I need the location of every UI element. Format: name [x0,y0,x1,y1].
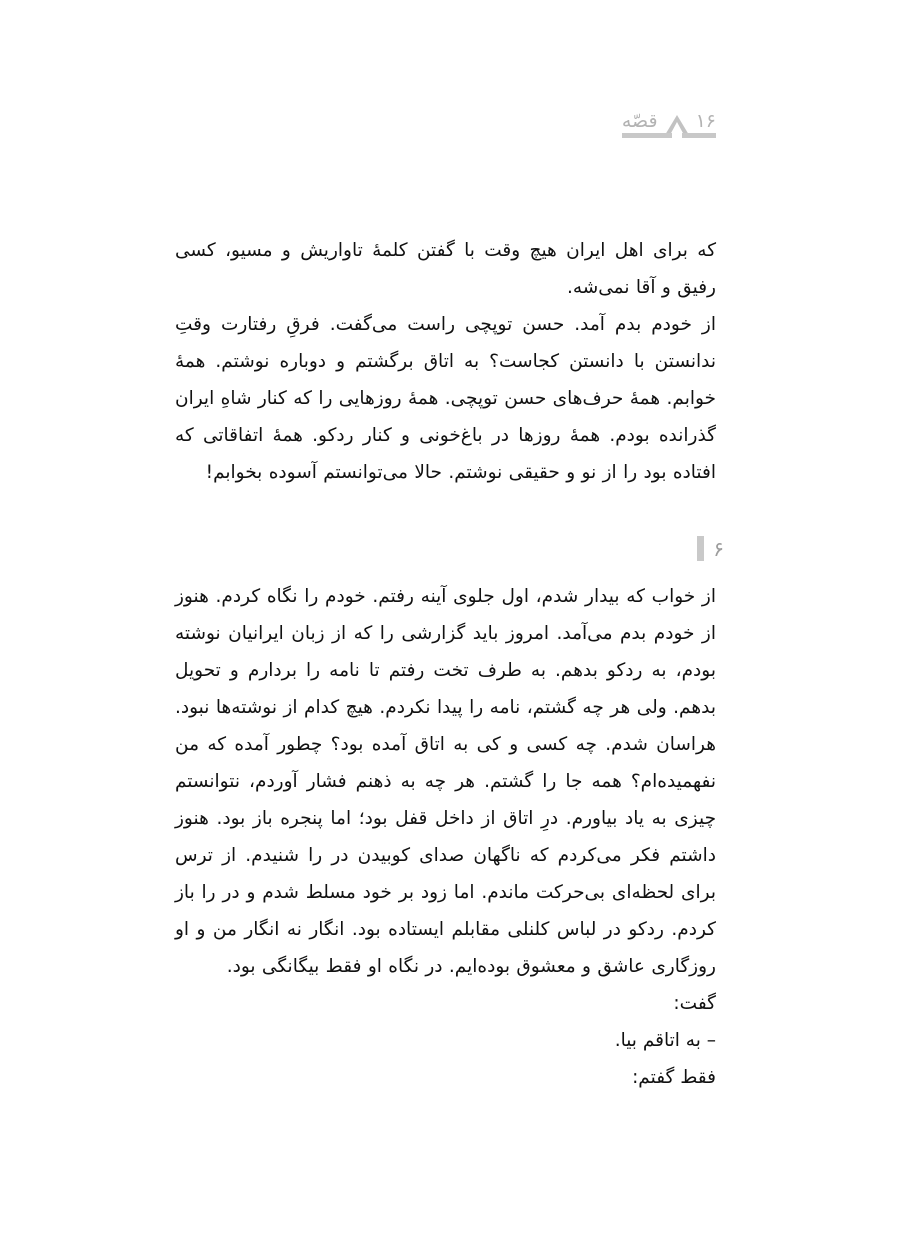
lower-text-block [175,578,716,1096]
section-number: ۶ [713,536,724,561]
dialogue-line-1: گفت: [673,993,716,1014]
caret-ornament-icon [664,113,690,135]
header-ornament-group [622,112,716,135]
section-marker [697,536,724,561]
running-header-title: قصّه [621,110,658,132]
dialogue-line-3: فقط گفتم: [632,1067,716,1088]
page-folio-number: ۱۶ [695,110,716,132]
header-rule-right [682,133,716,138]
section-body-paragraph: از خواب که بیدار شدم، اول جلوی آینه رفتم. خودم را نگاه کردم. هنوز از خودم بدم می‌آمد. امروز باید گزارشی را که از زبان ایرانیان نوشته بودم، به ردکو بدهم. به طرف تخت رفتم تا نامه را بردارم و تحویل بدهم. ولی هر چه گشتم، نامه را پیدا نکردم. هیچ کدام از نوشته‌ها نبود. هراسان شدم. چه کسی و کی به اتاق آمده بود؟ چطور آمده که من نفهمیده‌ام؟ همه جا را گشتم. هر چه به ذهنم فشار آوردم، نتوانستم چیزی به یاد بیاورم. درِ اتاق از داخل قفل بود؛ اما پنجره باز بود. هنوز داشتم فکر می‌کردم که ناگهان صدای کوبیدن در را شنیدم. از ترس برای لحظه‌ای بی‌حرکت ماندم. اما زود بر خود مسلط شدم و در را باز کردم. ردکو در لباس کلنلی مقابلم ایستاده بود. انگار نه انگار من و او روزگاری عاشق و معشوق بوده‌ایم. در نگاه او فقط بیگانگی بود. [175,586,716,977]
upper-text-block [175,232,716,491]
section-bar-icon [697,536,704,561]
running-header [200,112,716,135]
header-rule-left [622,133,672,138]
paragraph-body: از خودم بدم آمد. حسن توپچی راست می‌گفت. فرقِ رفتارت وقتِ ندانستن با دانستن کجاست؟ به اتاق برگشتم و دوباره نوشتم. همهٔ خوابم. همهٔ حرف‌های حسن توپچی. همهٔ روزهایی را که کنار شاهِ ایران گذرانده بودم. همهٔ روزها در باغ‌خونی و کنار ردکو. همهٔ اتفاقاتی که افتاده بود را از نو و حقیقی نوشتم. حالا می‌توانستم آسوده بخوابم! [175,314,716,483]
dialogue-line-2: – به اتاقم بیا. [614,1030,716,1051]
paragraph-continuation: که برای اهل ایران هیچ وقت با گفتن کلمهٔ تاواریش و مسیو، کسی رفیق و آقا نمی‌شه. [175,240,716,298]
